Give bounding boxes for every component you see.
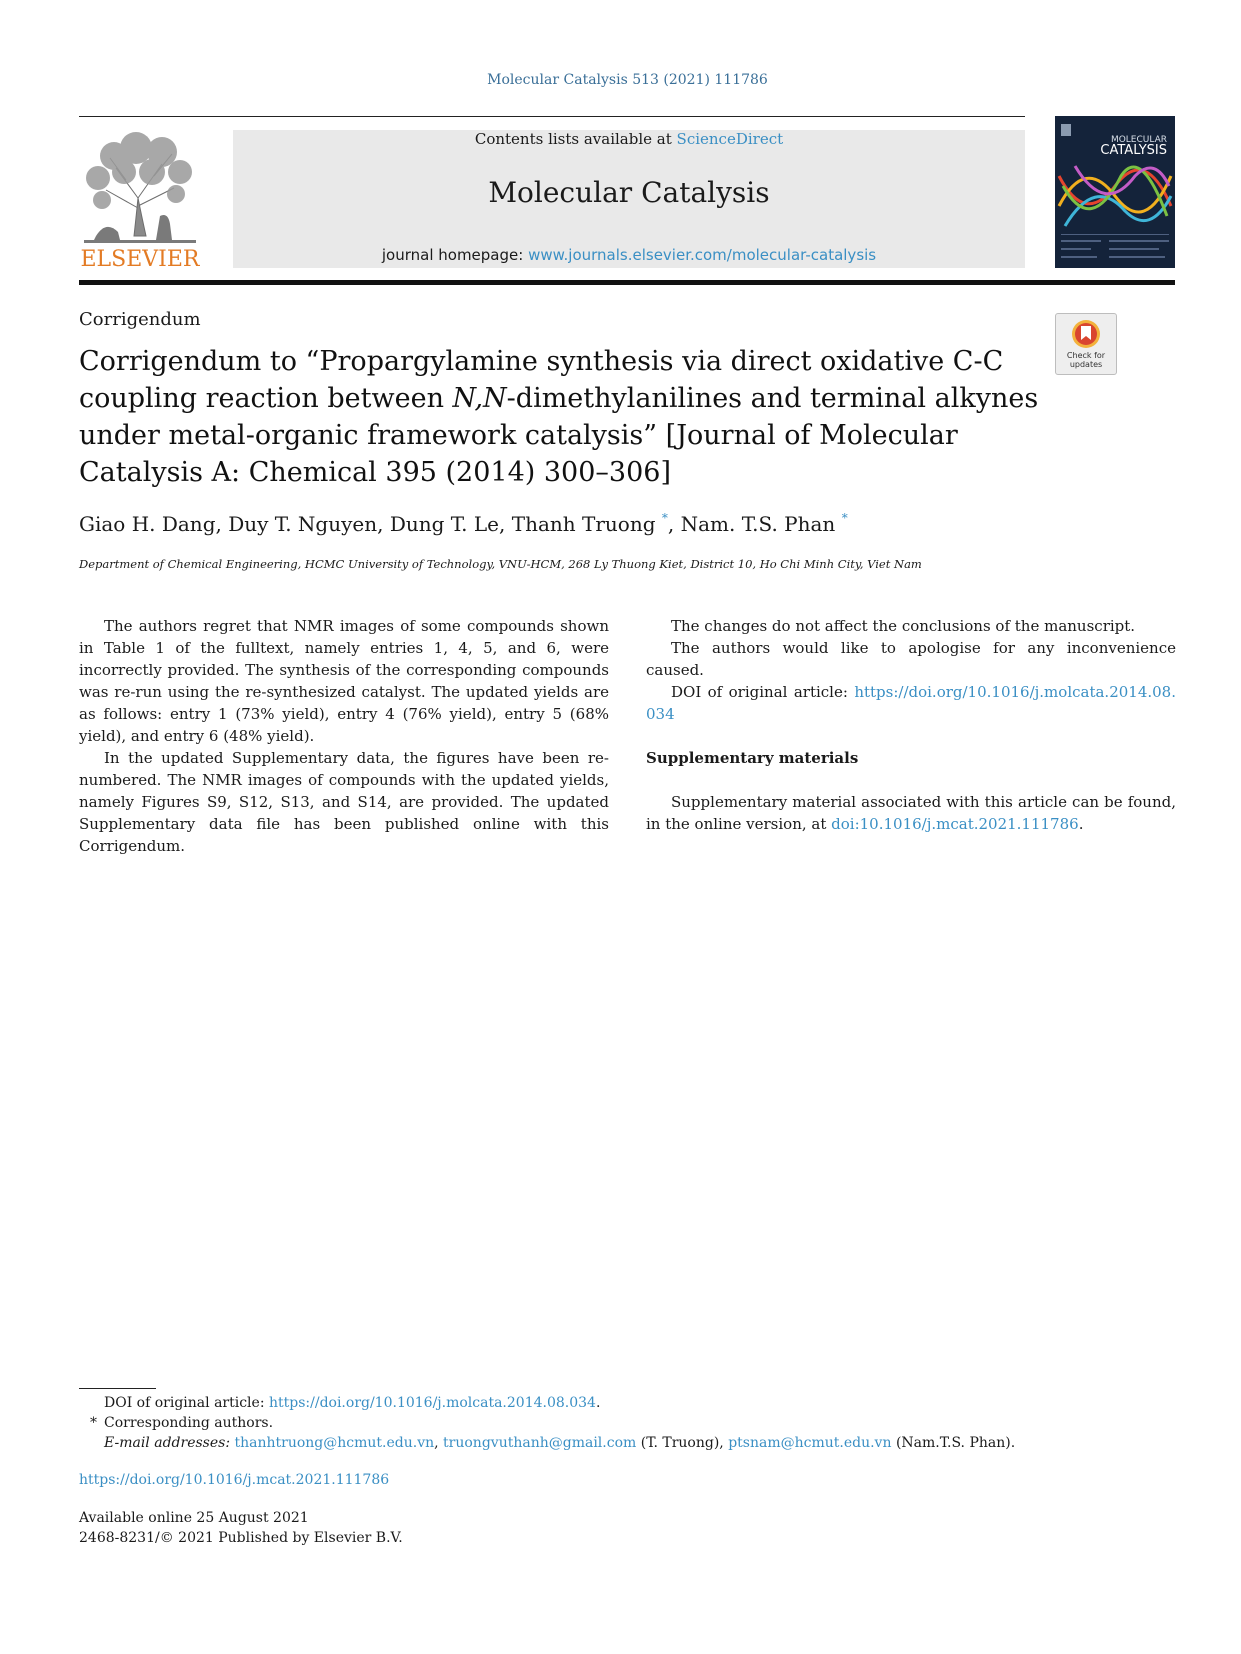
cover-logo-icon — [1061, 124, 1071, 136]
check-updates-icon — [1056, 314, 1116, 374]
article-title — [79, 343, 1039, 491]
email-owner: (Nam.T.S. Phan). — [895, 1435, 1016, 1451]
elsevier-tree-icon — [76, 128, 204, 270]
body-paragraph: In the updated Supplementary data, the figures have been re-numbered. The NMR images of compounds with the updated yields, namely Figures S9, S12, S13, and S14, are provided. The updated Supplementary data file has been published online with this Corrigendum. — [79, 749, 609, 855]
corresponding-author-mark[interactable]: * — [661, 511, 668, 525]
cover-title-2: CATALYSIS — [1100, 143, 1167, 158]
body-right-column — [646, 615, 1176, 835]
email-link[interactable]: truongvuthanh@gmail.com — [443, 1435, 637, 1451]
available-online: Available online 25 August 2021 — [79, 1510, 309, 1526]
supplementary-heading: Supplementary materials — [646, 749, 859, 767]
journal-homepage-link[interactable]: www.journals.elsevier.com/molecular-catalysis — [528, 246, 877, 264]
email-owner: (T. Truong), — [640, 1435, 724, 1451]
original-doi-link[interactable]: https://doi.org/10.1016/j.molcata.2014.08.034 — [646, 683, 1176, 723]
author-name: Duy T. Nguyen — [228, 512, 378, 536]
author-name: Nam. T.S. Phan — [680, 512, 836, 536]
supplementary-doi-link[interactable]: doi:10.1016/j.mcat.2021.111786 — [831, 815, 1079, 833]
contents-prefix: Contents lists available at — [474, 130, 677, 148]
check-updates-label-1: Check for — [1066, 351, 1106, 360]
body-left-column — [79, 615, 609, 857]
footnotes — [79, 1393, 1179, 1453]
corresponding-author-mark[interactable]: * — [841, 511, 848, 525]
footnote-rule — [79, 1388, 156, 1389]
title-italic: N,N — [452, 383, 507, 414]
author-name: Dung T. Le — [389, 512, 500, 536]
body-paragraph: The authors would like to apologise for any inconvenience caused. — [646, 639, 1176, 679]
author-list: Giao H. Dang, Duy T. Nguyen, Dung T. Le, Thanh Truong *, Nam. T.S. Phan * — [79, 511, 848, 536]
footnote-doi-link[interactable]: https://doi.org/10.1016/j.molcata.2014.08.034 — [269, 1395, 596, 1411]
author-name: Giao H. Dang — [79, 512, 216, 536]
footnote-corresponding — [90, 1413, 1179, 1433]
cover-title-1: MOLECULAR — [1110, 135, 1167, 145]
email-label: E-mail addresses: — [104, 1435, 231, 1451]
elsevier-wordmark: ELSEVIER — [80, 247, 200, 270]
author-name: Thanh Truong — [511, 512, 656, 536]
title-part-1: Corrigendum to “Propargylamine synthesis via direct oxidative C-C coupling reaction between — [79, 346, 1004, 414]
original-doi-paragraph — [646, 681, 1176, 725]
article-doi-link[interactable]: https://doi.org/10.1016/j.mcat.2021.111786 — [79, 1472, 390, 1488]
body-paragraph: The authors regret that NMR images of some compounds shown in Table 1 of the fulltext, namely entries 1, 4, 5, and 6, were incorrectly provided. The synthesis of the corresponding compounds was re-run using the re-synthesized catalyst. The updated yields are as follows: entry 1 (73% yield), entry 4 (76% yield), entry 5 (68% yield), and entry 6 (48% yield). — [79, 617, 609, 745]
check-for-updates-button[interactable] — [1055, 313, 1117, 375]
title-part-2: -dimethylanilines and terminal alkynes under metal-organic framework catalysis” [Journal of Molecular Catalysis A: Chemical 395 (2014) 300–306] — [79, 383, 1039, 488]
journal-cover[interactable] — [1055, 116, 1175, 268]
footnote-doi — [104, 1393, 1179, 1413]
header-thick-rule — [79, 280, 1175, 285]
footnote-corresponding-text: Corresponding authors. — [104, 1415, 274, 1431]
body-paragraph: The changes do not affect the conclusions of the manuscript. — [671, 617, 1136, 635]
doi-prefix: DOI of original article: — [671, 683, 855, 701]
elsevier-logo[interactable] — [76, 128, 204, 270]
copyright: 2468-8231/© 2021 Published by Elsevier B.V. — [79, 1530, 403, 1546]
homepage-line — [233, 246, 1025, 264]
journal-reference[interactable]: Molecular Catalysis 513 (2021) 111786 — [487, 72, 768, 88]
email-link[interactable]: ptsnam@hcmut.edu.vn — [728, 1435, 892, 1451]
supplementary-end: . — [1078, 815, 1084, 833]
supplementary-text: Supplementary material associated with this article can be found, in the online version, at — [646, 793, 1176, 833]
supplementary-paragraph — [646, 791, 1176, 835]
header-rule — [79, 116, 1025, 117]
article-type: Corrigendum — [79, 309, 201, 330]
footnote-doi-end: . — [595, 1395, 601, 1411]
contents-line — [233, 130, 1025, 148]
homepage-prefix: journal homepage: — [381, 246, 529, 264]
footnote-emails: E-mail addresses: thanhtruong@hcmut.edu.vn, truongvuthanh@gmail.com (T. Truong), ptsnam@hcmut.edu.vn (Nam.T.S. Phan). — [104, 1435, 1016, 1451]
check-updates-label-2: updates — [1069, 360, 1103, 369]
journal-name: Molecular Catalysis — [488, 176, 770, 209]
email-link[interactable]: thanhtruong@hcmut.edu.vn — [234, 1435, 435, 1451]
footnote-mark: * — [90, 1415, 97, 1431]
sciencedirect-link[interactable]: ScienceDirect — [676, 130, 784, 148]
journal-cover-art — [1055, 116, 1175, 268]
affiliation: Department of Chemical Engineering, HCMC University of Technology, VNU-HCM, 268 Ly Thuong Kiet, District 10, Ho Chi Minh City, Viet Nam — [79, 557, 922, 571]
footnote-doi-prefix: DOI of original article: — [104, 1395, 269, 1411]
